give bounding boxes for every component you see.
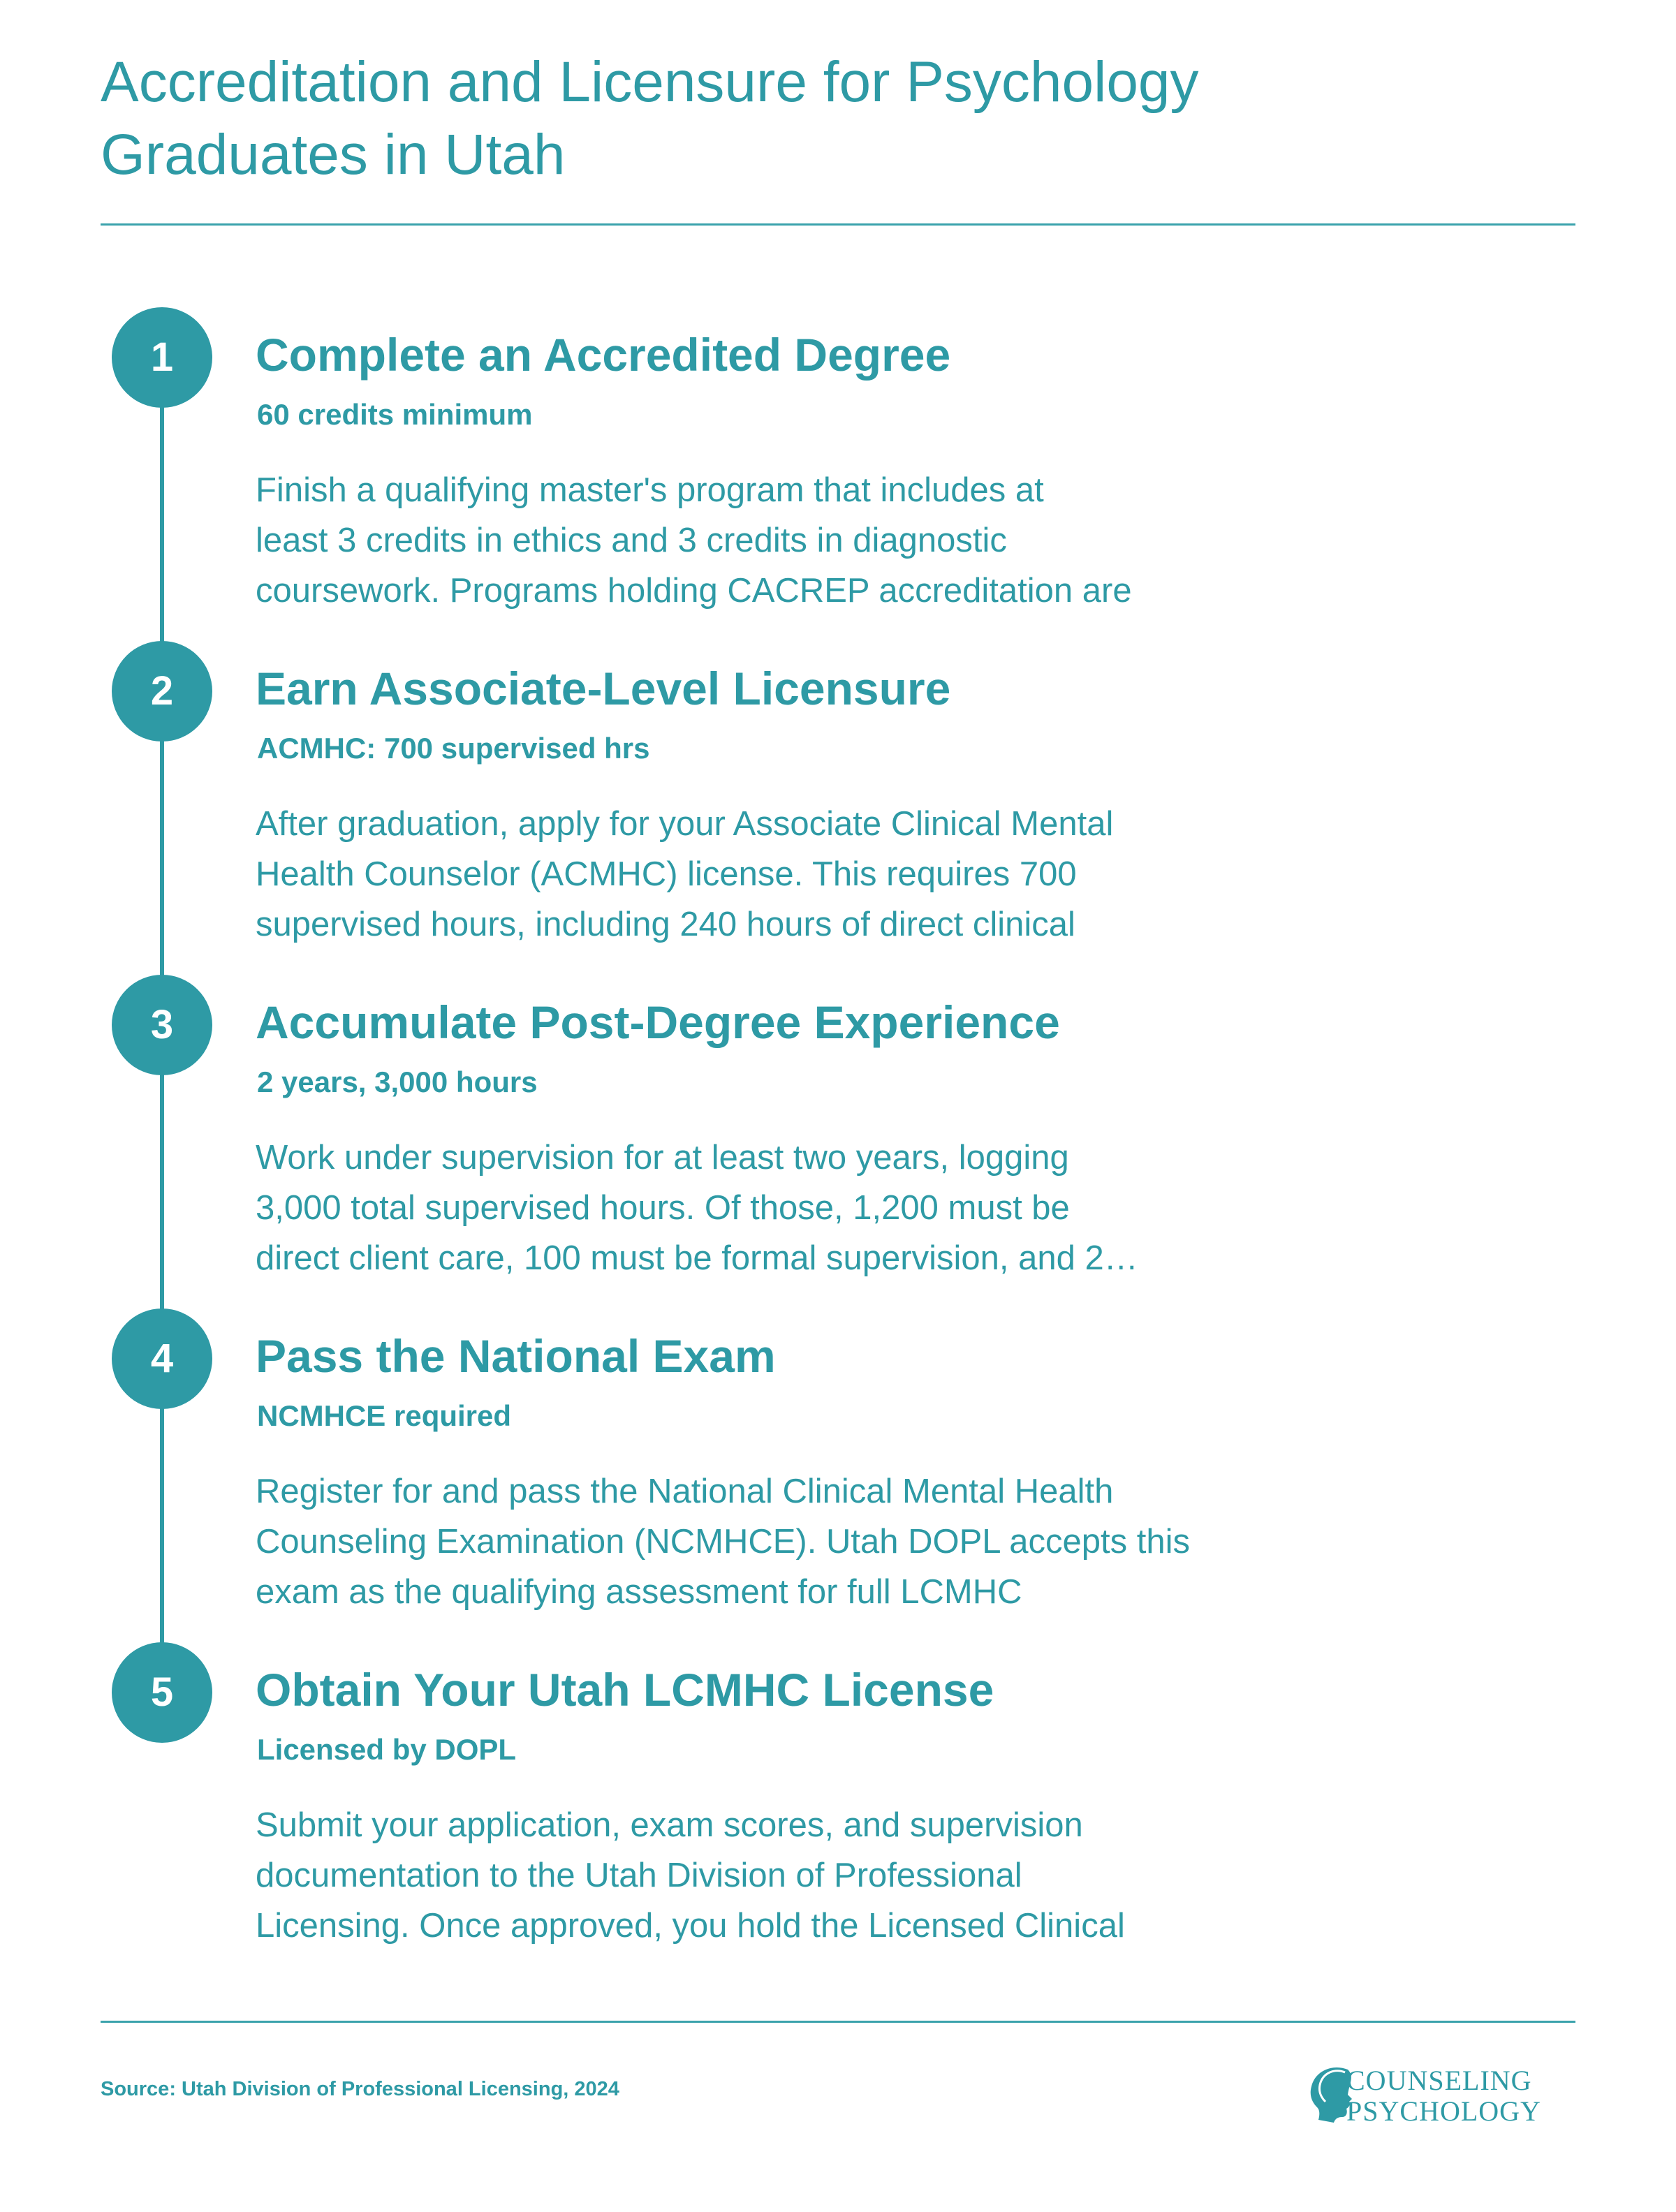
step-description-line: documentation to the Utah Division of Professional bbox=[256, 1857, 1022, 1894]
step-subtitle: ACMHC: 700 supervised hrs bbox=[257, 732, 650, 765]
step-title: Earn Associate-Level Licensure bbox=[256, 663, 951, 714]
step-description-line: Counseling Examination (NCMHCE). Utah DOPL accepts this bbox=[256, 1523, 1191, 1561]
step-subtitle: 2 years, 3,000 hours bbox=[257, 1066, 538, 1098]
step-description-line: Finish a qualifying master's program that includes at bbox=[256, 471, 1044, 509]
logo-text-top: COUNSELING bbox=[1346, 2065, 1532, 2096]
page-title bbox=[101, 46, 1497, 191]
step-description-line: Health Counselor (ACMHC) license. This requires 700 bbox=[256, 855, 1077, 893]
counseling-psychology-logo bbox=[1306, 2061, 1564, 2131]
step-number-badge: 2 bbox=[112, 641, 212, 742]
step-description-line: Work under supervision for at least two years, logging bbox=[256, 1139, 1069, 1177]
step-3 bbox=[0, 975, 1676, 1303]
step-subtitle: NCMHCE required bbox=[257, 1399, 512, 1432]
step-4 bbox=[0, 1308, 1676, 1637]
step-description bbox=[256, 1800, 1373, 1951]
page-title-line-2: Graduates in Utah bbox=[101, 123, 566, 186]
step-description-line: 3,000 total supervised hours. Of those, 1,200 must be bbox=[256, 1189, 1070, 1227]
step-description bbox=[256, 1133, 1373, 1283]
page-title-line-1: Accreditation and Licensure for Psychology bbox=[101, 50, 1199, 114]
step-description bbox=[256, 799, 1373, 950]
step-description-line: Submit your application, exam scores, and supervision bbox=[256, 1806, 1083, 1844]
source-citation: Source: Utah Division of Professional Licensing, 2024 bbox=[101, 2078, 619, 2100]
step-description-line: Register for and pass the National Clinical Mental Health bbox=[256, 1473, 1114, 1510]
step-description-line: supervised hours, including 240 hours of direct clinical bbox=[256, 906, 1075, 943]
step-description-line: exam as the qualifying assessment for full LCMHC bbox=[256, 1573, 1022, 1611]
footer-divider bbox=[101, 2021, 1575, 2023]
step-description-line: Licensing. Once approved, you hold the Licensed Clinical bbox=[256, 1907, 1125, 1945]
header-divider bbox=[101, 223, 1575, 226]
step-description-line: After graduation, apply for your Associate Clinical Mental bbox=[256, 805, 1114, 843]
step-subtitle: 60 credits minimum bbox=[257, 398, 533, 431]
step-description bbox=[256, 1466, 1373, 1617]
step-1 bbox=[0, 307, 1676, 635]
step-title: Pass the National Exam bbox=[256, 1330, 776, 1382]
step-number-badge: 3 bbox=[112, 975, 212, 1075]
step-description bbox=[256, 465, 1373, 616]
step-description-line: coursework. Programs holding CACREP accreditation are bbox=[256, 572, 1132, 610]
step-title: Accumulate Post-Degree Experience bbox=[256, 996, 1060, 1048]
step-5 bbox=[0, 1642, 1676, 1970]
step-number-badge: 4 bbox=[112, 1308, 212, 1409]
step-title: Complete an Accredited Degree bbox=[256, 329, 951, 381]
logo-text-bottom: PSYCHOLOGY bbox=[1346, 2095, 1541, 2127]
step-description-line: direct client care, 100 must be formal supervision, and 2… bbox=[256, 1239, 1138, 1277]
step-subtitle: Licensed by DOPL bbox=[257, 1733, 517, 1766]
step-number-badge: 1 bbox=[112, 307, 212, 408]
step-number-badge: 5 bbox=[112, 1642, 212, 1743]
step-2 bbox=[0, 641, 1676, 969]
step-description-line: least 3 credits in ethics and 3 credits in diagnostic bbox=[256, 522, 1007, 559]
step-title: Obtain Your Utah LCMHC License bbox=[256, 1664, 994, 1716]
